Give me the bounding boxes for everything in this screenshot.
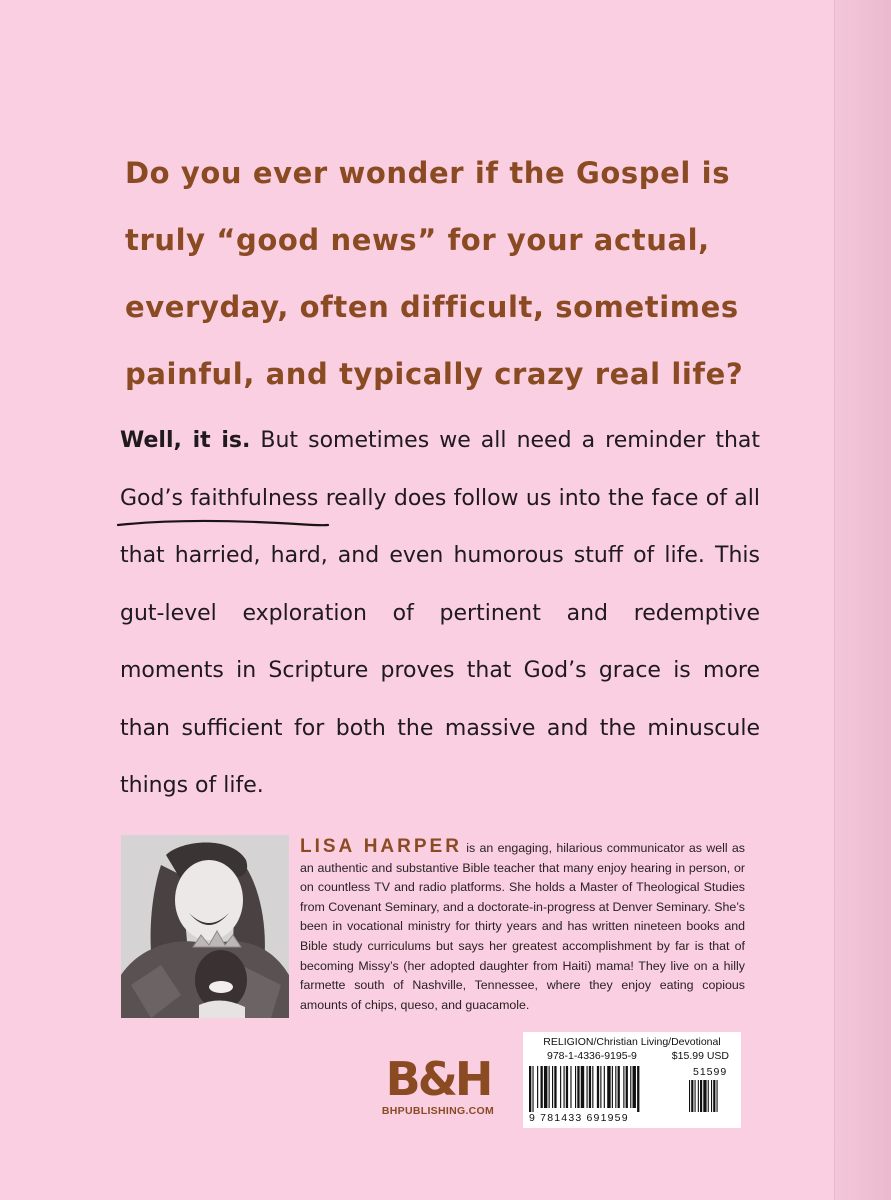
hand-drawn-underline: [116, 516, 330, 532]
publisher-logo: [380, 1052, 496, 1117]
barcode-bar: [626, 1066, 628, 1108]
barcode-bar: [589, 1066, 591, 1108]
description-lead: Well, it is.: [120, 428, 251, 453]
barcode-bar: [552, 1066, 553, 1108]
barcode-bar: [587, 1066, 588, 1108]
barcode-addon-digits: 51599: [693, 1066, 728, 1078]
barcode-bar: [541, 1066, 543, 1108]
barcode-category: RELIGION/Christian Living/Devotional: [543, 1036, 721, 1048]
back-cover-description: [120, 412, 760, 815]
author-name: LISA HARPER: [300, 836, 462, 857]
back-cover-headline: Do you ever wonder if the Gospel is truly “good news” for your actual, everyday, often difficult, sometimes painful, and typically crazy real life?: [125, 156, 744, 391]
barcode-bar: [564, 1066, 565, 1108]
author-photo: [121, 835, 289, 1018]
barcode-bar: [630, 1066, 631, 1108]
barcode-addon-bar: [691, 1080, 693, 1112]
barcode-bar: [544, 1066, 547, 1108]
barcode-bar: [633, 1066, 636, 1108]
barcode-bar: [549, 1066, 550, 1108]
barcode-price: $15.99 USD: [671, 1050, 729, 1062]
barcode-addon-bar: [700, 1080, 702, 1112]
barcode-bar: [560, 1066, 561, 1108]
barcode-addon-bar: [695, 1080, 696, 1112]
barcode-bar: [637, 1066, 639, 1112]
description-part-2: really does follow us into the face of all that harried, hard, and even humorous stuff of life. This gut-level exploration of pertinent and redemptive moments in Scripture proves that God’s grace is more than sufficient for both the massive and the minuscule things of life.: [120, 485, 760, 798]
underlined-phrase-text: God’s faithfulness: [120, 485, 319, 511]
barcode-digits: 9 781433 691959: [529, 1112, 629, 1124]
barcode-bar: [623, 1066, 624, 1108]
barcode-bar: [615, 1066, 616, 1108]
barcode-addon-bar: [689, 1080, 690, 1112]
barcode-addon-bar: [698, 1080, 699, 1112]
book-spine-edge: [834, 0, 891, 1200]
barcode-bar: [537, 1066, 538, 1108]
barcode-bar: [607, 1066, 610, 1108]
barcode-bar: [575, 1066, 576, 1108]
barcode-addon-bar: [708, 1080, 709, 1112]
barcode-bar: [529, 1066, 531, 1112]
barcode-bar: [597, 1066, 599, 1108]
barcode-bar: [577, 1066, 579, 1108]
barcode-bar: [581, 1066, 584, 1108]
underlined-phrase: [120, 486, 318, 511]
description-part-1: But sometimes we all need a reminder that: [250, 428, 760, 453]
barcode-bar: [570, 1066, 571, 1108]
author-bio-text: is an engaging, hilarious communicator as well as an authentic and substantive Bible teacher that many enjoy hearing in person, or on countless TV and radio platforms. She holds a Master of Theological Studies from Covenant Seminary, and a doctorate-in-progress at Denver Seminary. She’s been in vocational ministry for thirty years and has written nineteen books and Bible study curriculums but says her greatest accomplishment by far is that of becoming Missy’s (her adopted daughter from Haiti) mama! They live on a hilly farmette south of Nashville, Tennessee, where they enjoy eating copious amounts of chips, queso, and guacamole.: [300, 841, 745, 1012]
barcode-bar: [618, 1066, 620, 1108]
publisher-url: BHPUBLISHING.COM: [381, 1105, 495, 1117]
author-bio: [300, 837, 745, 1015]
barcode-bars: [529, 1066, 735, 1112]
barcode-bar: [554, 1066, 556, 1108]
barcode-bar: [566, 1066, 568, 1108]
barcode-addon-bar: [703, 1080, 706, 1112]
author-photo-illustration: [121, 835, 289, 1018]
barcode-bar: [600, 1066, 601, 1108]
isbn-barcode-block: [523, 1032, 741, 1128]
barcode-addon-bar: [717, 1080, 718, 1112]
barcode-bar: [592, 1066, 593, 1108]
barcode-isbn: 978-1-4336-9195-9: [547, 1050, 637, 1062]
barcode-addon-bar: [713, 1080, 715, 1112]
barcode-addon-bar: [711, 1080, 712, 1112]
barcode-bar: [604, 1066, 605, 1108]
publisher-logo-mark: B&H: [385, 1052, 491, 1106]
barcode-bar: [612, 1066, 613, 1108]
barcode-bar: [532, 1066, 533, 1112]
